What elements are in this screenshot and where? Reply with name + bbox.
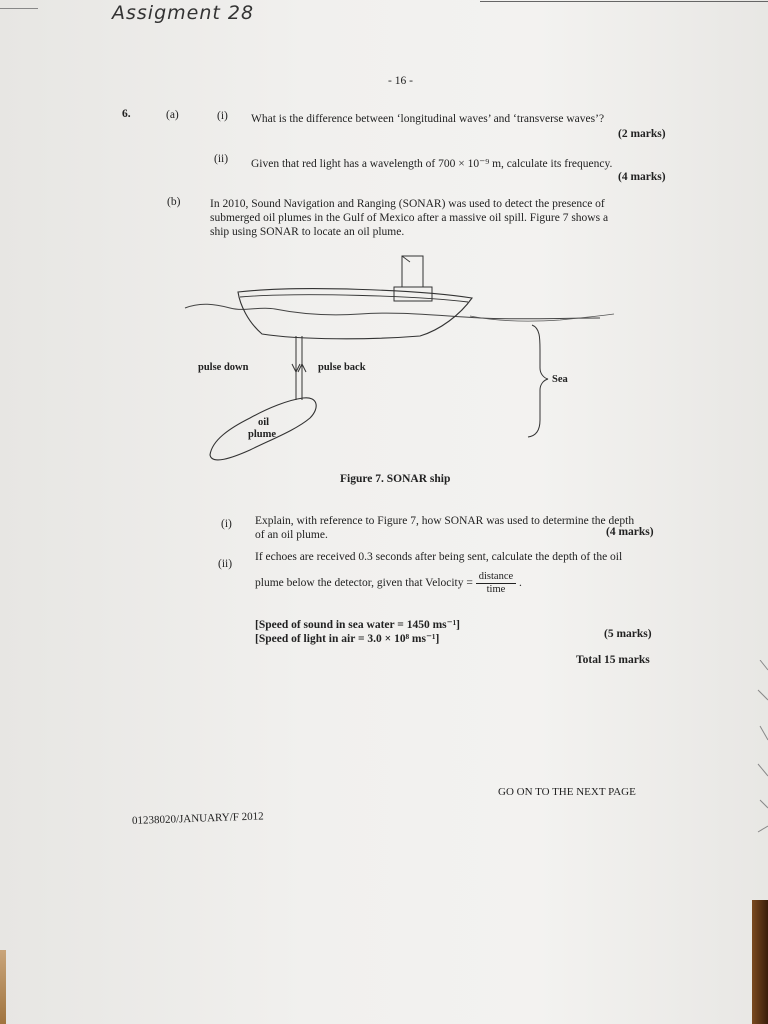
part-b-intro-line1: In 2010, Sound Navigation and Ranging (SONAR) was used to detect the presence of	[210, 198, 605, 210]
part-b-ii-marks: (5 marks)	[604, 628, 652, 640]
part-a-ii-text: Given that red light has a wavelength of 700 × 10⁻⁹ m, calculate its frequency.	[251, 158, 613, 170]
sea-label: Sea	[552, 374, 568, 385]
part-b-ii-line1: If echoes are received 0.3 seconds after being sent, calculate the depth of the oil	[255, 551, 623, 563]
part-a-i-text: What is the difference between ‘longitudinal waves’ and ‘transverse waves’?	[251, 113, 605, 125]
total-marks: Total 15 marks	[576, 654, 650, 666]
speed-of-sound: [Speed of sound in sea water = 1450 ms⁻¹]	[255, 619, 460, 631]
velocity-suffix: .	[519, 577, 522, 590]
ship-hull	[238, 289, 472, 339]
part-b-i-label: (i)	[221, 518, 232, 530]
part-b-ii-line2	[255, 571, 522, 596]
velocity-prefix: plume below the detector, given that Velocity =	[255, 577, 473, 590]
part-a-ii-label: (ii)	[214, 153, 229, 165]
sea-brace	[528, 325, 548, 437]
part-b-intro-line3: ship using SONAR to locate an oil plume.	[210, 226, 405, 238]
pulse-down-label: pulse down	[198, 362, 249, 373]
part-b-intro-line2: submerged oil plumes in the Gulf of Mexico after a massive oil spill. Figure 7 shows a	[210, 212, 609, 224]
background-edge	[752, 900, 768, 1024]
part-b-i-marks: (4 marks)	[606, 526, 654, 538]
ship-mast	[402, 256, 423, 287]
figure-caption: Figure 7. SONAR ship	[340, 473, 451, 485]
velocity-fraction	[476, 571, 516, 596]
pulse-back-label: pulse back	[318, 362, 366, 373]
part-b-label: (b)	[167, 196, 181, 208]
part-a-i-label: (i)	[217, 110, 228, 122]
fraction-numerator: distance	[476, 571, 516, 584]
ship-deck-line	[240, 295, 468, 302]
handwritten-title: Assigment 28	[112, 2, 255, 24]
background-edge-left	[0, 950, 6, 1024]
plume-label: plume	[248, 429, 277, 440]
oil-label: oil	[258, 417, 270, 428]
next-page-note: GO ON TO THE NEXT PAGE	[498, 786, 636, 798]
part-b-i-line1: Explain, with reference to Figure 7, how SONAR was used to determine the depth	[255, 515, 635, 527]
part-a-ii-marks: (4 marks)	[618, 171, 666, 183]
exam-code: 01238020/JANUARY/F 2012	[131, 810, 264, 827]
ship-cabin	[394, 287, 432, 301]
part-a-label: (a)	[166, 109, 179, 121]
part-a-i-marks: (2 marks)	[618, 128, 666, 140]
page-number: - 16 -	[388, 75, 413, 87]
margin-marks	[740, 660, 768, 860]
fraction-denominator: time	[486, 584, 506, 595]
speed-of-light: [Speed of light in air = 3.0 × 10⁸ ms⁻¹]	[255, 633, 440, 645]
part-b-ii-label: (ii)	[218, 558, 233, 570]
question-number: 6.	[122, 108, 131, 120]
part-b-i-line2: of an oil plume.	[255, 529, 328, 541]
